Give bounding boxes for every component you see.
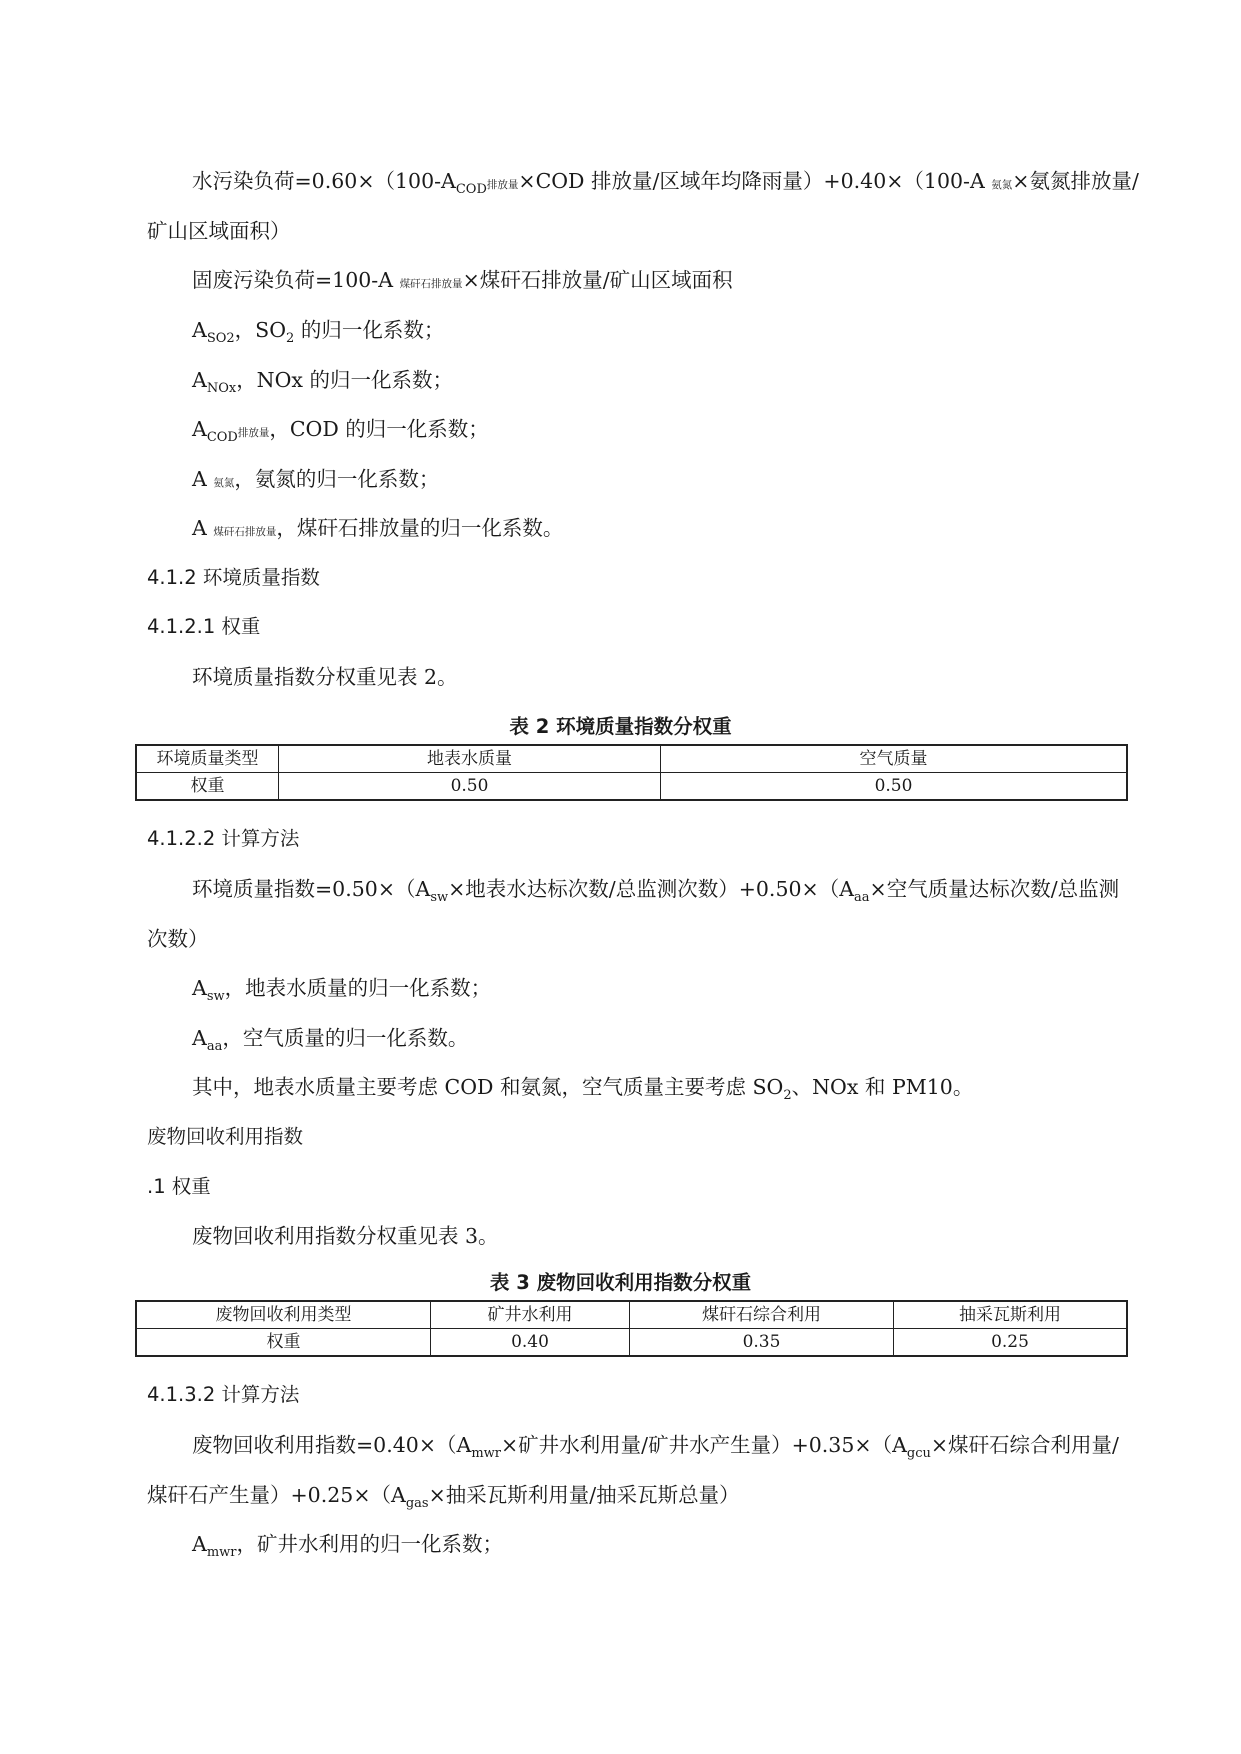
section-heading-4-1-2: 4.1.2 环境质量指数 <box>147 566 320 589</box>
table2-reference: 环境质量指数分权重见表 2。 <box>192 665 458 689</box>
table-header-cell: 煤矸石综合利用 <box>630 1301 894 1329</box>
table-header-cell: 地表水质量 <box>279 745 661 773</box>
def-a-aa: $A_{aa}$，空气质量的归一化系数。 <box>192 1026 469 1054</box>
def-a-cod: $A_{COD}$排放量，COD 的归一化系数； <box>192 417 489 445</box>
table3-reference: 废物回收利用指数分权重见表 3。 <box>192 1224 499 1248</box>
table-header-cell: 空气质量 <box>661 745 1128 773</box>
table-header-cell: 矿井水利用 <box>431 1301 630 1329</box>
def-a-mwr: $A_{mwr}$，矿井水利用的归一化系数； <box>192 1532 503 1560</box>
water-pollution-formula: 水污染负荷$=0.60\times(100-A_{COD}$排放量×COD 排放量/区域年均降雨量）+0.40×（100-A 氨氮×氨氮排放量/ <box>192 169 1139 197</box>
solid-waste-formula: 固废污染负荷=100-A 煤矸石排放量×煤矸石排放量/矿山区域面积 <box>192 268 733 292</box>
table-row <box>136 1301 1127 1329</box>
table-header-cell: 环境质量类型 <box>136 745 279 773</box>
env-quality-formula-cont: 次数） <box>147 927 209 951</box>
def-a-so2: $A_{SO2}$，$SO_2$ 的归一化系数； <box>192 318 445 346</box>
env-quality-formula: 环境质量指数$=0.50\times(A_{sw}\times$地表水达标次数/总监测次数）$+0.50\times(A_{aa}\times$空气质量达标次数/总监测 <box>192 877 1120 905</box>
table-cell: 权重 <box>136 1329 431 1357</box>
section-heading-waste-weight: .1 权重 <box>147 1175 211 1198</box>
def-a-gangue: A 煤矸石排放量，煤矸石排放量的归一化系数。 <box>192 516 564 540</box>
table-cell: 0.25 <box>894 1329 1128 1357</box>
table-row <box>136 745 1127 773</box>
waste-recycling-formula: 废物回收利用指数$=0.40\times(A_{mwr}\times$矿井水利用量/矿井水产生量）$+0.35\times(A_{gcu}\times$煤矸石综合利用量/ <box>192 1433 1119 1461</box>
def-a-nox: $A_{NOx}$，NOx 的归一化系数； <box>192 368 454 396</box>
table2-caption: 表 2 环境质量指数分权重 <box>509 715 732 738</box>
table-cell: 0.35 <box>630 1329 894 1357</box>
table-header-cell: 废物回收利用类型 <box>136 1301 431 1329</box>
table-header-cell: 抽采瓦斯利用 <box>894 1301 1128 1329</box>
section-heading-4-1-2-2: 4.1.2.2 计算方法 <box>147 827 300 850</box>
table-cell: 0.40 <box>431 1329 630 1357</box>
table-cell: 0.50 <box>661 773 1128 801</box>
table3 <box>135 1300 1128 1357</box>
table-row <box>136 1329 1127 1357</box>
section-heading-waste: 废物回收利用指数 <box>147 1125 304 1148</box>
def-a-ammonia: A 氨氮，氨氮的归一化系数； <box>192 467 440 491</box>
section-heading-4-1-2-1: 4.1.2.1 权重 <box>147 615 261 638</box>
waste-recycling-formula-cont: 煤矸石产生量）$+0.25\times(A_{gas}\times$抽采瓦斯利用量/抽采瓦斯总量） <box>147 1483 740 1511</box>
table2 <box>135 744 1128 801</box>
env-quality-note: 其中，地表水质量主要考虑 COD 和氨氮，空气质量主要考虑 $SO_2$、NOx 和 PM10。 <box>192 1075 974 1103</box>
table-cell: 权重 <box>136 773 279 801</box>
water-pollution-formula-cont: 矿山区域面积） <box>147 219 291 243</box>
section-heading-4-1-3-2: 4.1.3.2 计算方法 <box>147 1383 300 1406</box>
table3-caption: 表 3 废物回收利用指数分权重 <box>489 1271 752 1294</box>
table-cell: 0.50 <box>279 773 661 801</box>
table-row <box>136 773 1127 801</box>
def-a-sw: $A_{sw}$，地表水质量的归一化系数； <box>192 976 492 1004</box>
